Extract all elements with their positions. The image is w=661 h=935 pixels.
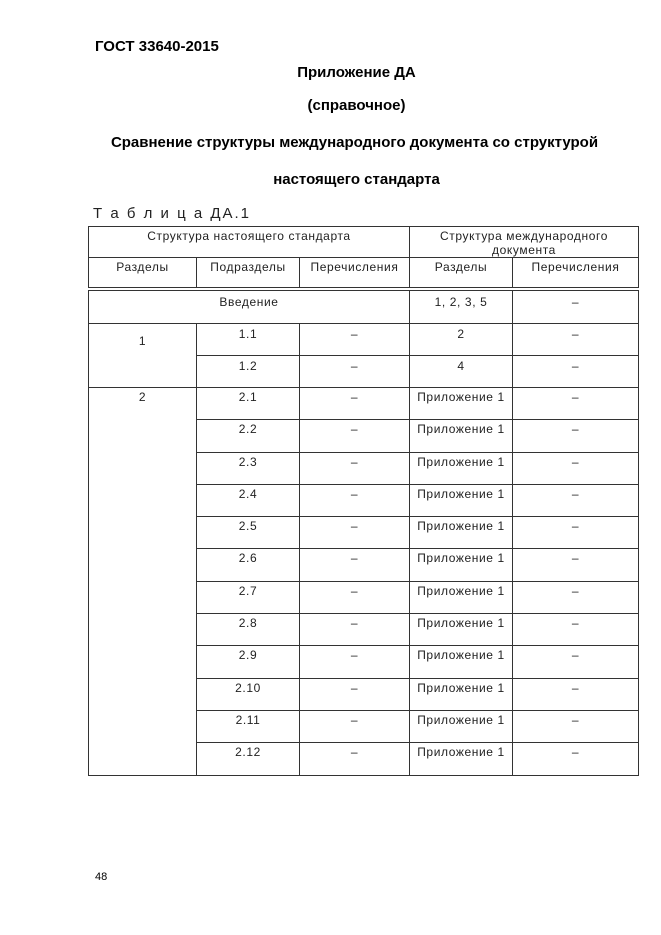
table-row	[89, 324, 639, 356]
cell-intl-enum: –	[513, 710, 639, 742]
annex-type: (справочное)	[307, 97, 406, 114]
cell-intl-enum: –	[513, 324, 639, 356]
cell-intl-enum: –	[513, 614, 639, 646]
cell-intl-section: Приложение 1	[410, 420, 513, 452]
cell-sub: 2.4	[197, 484, 300, 516]
cell-intl-section: 4	[410, 356, 513, 388]
cell-intl-section: Приложение 1	[410, 388, 513, 420]
page-number: 48	[95, 871, 108, 883]
cell-intl-section: Приложение 1	[410, 678, 513, 710]
cell: –	[513, 289, 639, 324]
cell-intl-section: 2	[410, 324, 513, 356]
cell-enum: –	[300, 420, 410, 452]
cell-sub: 2.5	[197, 517, 300, 549]
cell-sub: 2.3	[197, 452, 300, 484]
column-header: Подразделы	[197, 258, 300, 290]
column-header: Разделы	[410, 258, 513, 290]
annex-title: Приложение ДА	[297, 64, 416, 81]
cell-intl-section: Приложение 1	[410, 517, 513, 549]
cell-intl-enum: –	[513, 517, 639, 549]
cell-sub: 2.12	[197, 743, 300, 775]
cell-intl-enum: –	[513, 452, 639, 484]
table-row	[89, 289, 639, 324]
cell-enum: –	[300, 710, 410, 742]
cell-enum: –	[300, 356, 410, 388]
cell-intl-enum: –	[513, 743, 639, 775]
cell-intl-section: Приложение 1	[410, 581, 513, 613]
cell-intl-section: Приложение 1	[410, 549, 513, 581]
cell-sub: 2.8	[197, 614, 300, 646]
cell-enum: –	[300, 614, 410, 646]
cell-enum: –	[300, 324, 410, 356]
cell-sub: 2.10	[197, 678, 300, 710]
group-header-national: Структура настоящего стандарта	[89, 227, 410, 258]
cell-intl-enum: –	[513, 388, 639, 420]
cell-enum: –	[300, 646, 410, 678]
cell-intl-enum: –	[513, 646, 639, 678]
cell-enum: –	[300, 581, 410, 613]
table-caption: Т а б л и ц а ДА.1	[93, 205, 252, 222]
table-row	[89, 388, 639, 420]
cell-sub: 1.1	[197, 324, 300, 356]
cell-intl-section: Приложение 1	[410, 452, 513, 484]
cell-enum: –	[300, 452, 410, 484]
cell-sub: 2.2	[197, 420, 300, 452]
cell-enum: –	[300, 549, 410, 581]
cell-enum: –	[300, 388, 410, 420]
cell-intl-enum: –	[513, 678, 639, 710]
cell-intl-section: Приложение 1	[410, 710, 513, 742]
cell-enum: –	[300, 678, 410, 710]
cell-intl-enum: –	[513, 484, 639, 516]
cell-intl-section: Приложение 1	[410, 646, 513, 678]
annex-heading-line-1: Сравнение структуры международного документа со структурой	[110, 134, 599, 151]
cell-sub: 2.1	[197, 388, 300, 420]
cell-intl-enum: –	[513, 356, 639, 388]
cell-enum: –	[300, 517, 410, 549]
comparison-table	[88, 226, 639, 776]
section-cell: 2	[89, 388, 197, 776]
section-cell: 1	[89, 324, 197, 388]
group-header-international: Структура международного документа	[410, 227, 639, 258]
cell-enum: –	[300, 484, 410, 516]
column-header: Разделы	[89, 258, 197, 290]
cell-sub: 1.2	[197, 356, 300, 388]
cell-intl-section: Приложение 1	[410, 614, 513, 646]
cell-intl-section: Приложение 1	[410, 484, 513, 516]
annex-heading-line-2: настоящего стандарта	[273, 171, 440, 188]
cell-enum: –	[300, 743, 410, 775]
cell-intl-enum: –	[513, 581, 639, 613]
cell: 1, 2, 3, 5	[410, 289, 513, 324]
cell-sub: 2.11	[197, 710, 300, 742]
cell-intl-section: Приложение 1	[410, 743, 513, 775]
cell-sub: 2.9	[197, 646, 300, 678]
cell-sub: 2.7	[197, 581, 300, 613]
cell-intl-enum: –	[513, 420, 639, 452]
intro-cell: Введение	[89, 289, 410, 324]
document-code: ГОСТ 33640-2015	[95, 38, 219, 55]
column-header: Перечисления	[513, 258, 639, 290]
column-header: Перечисления	[300, 258, 410, 290]
cell-intl-enum: –	[513, 549, 639, 581]
cell-sub: 2.6	[197, 549, 300, 581]
